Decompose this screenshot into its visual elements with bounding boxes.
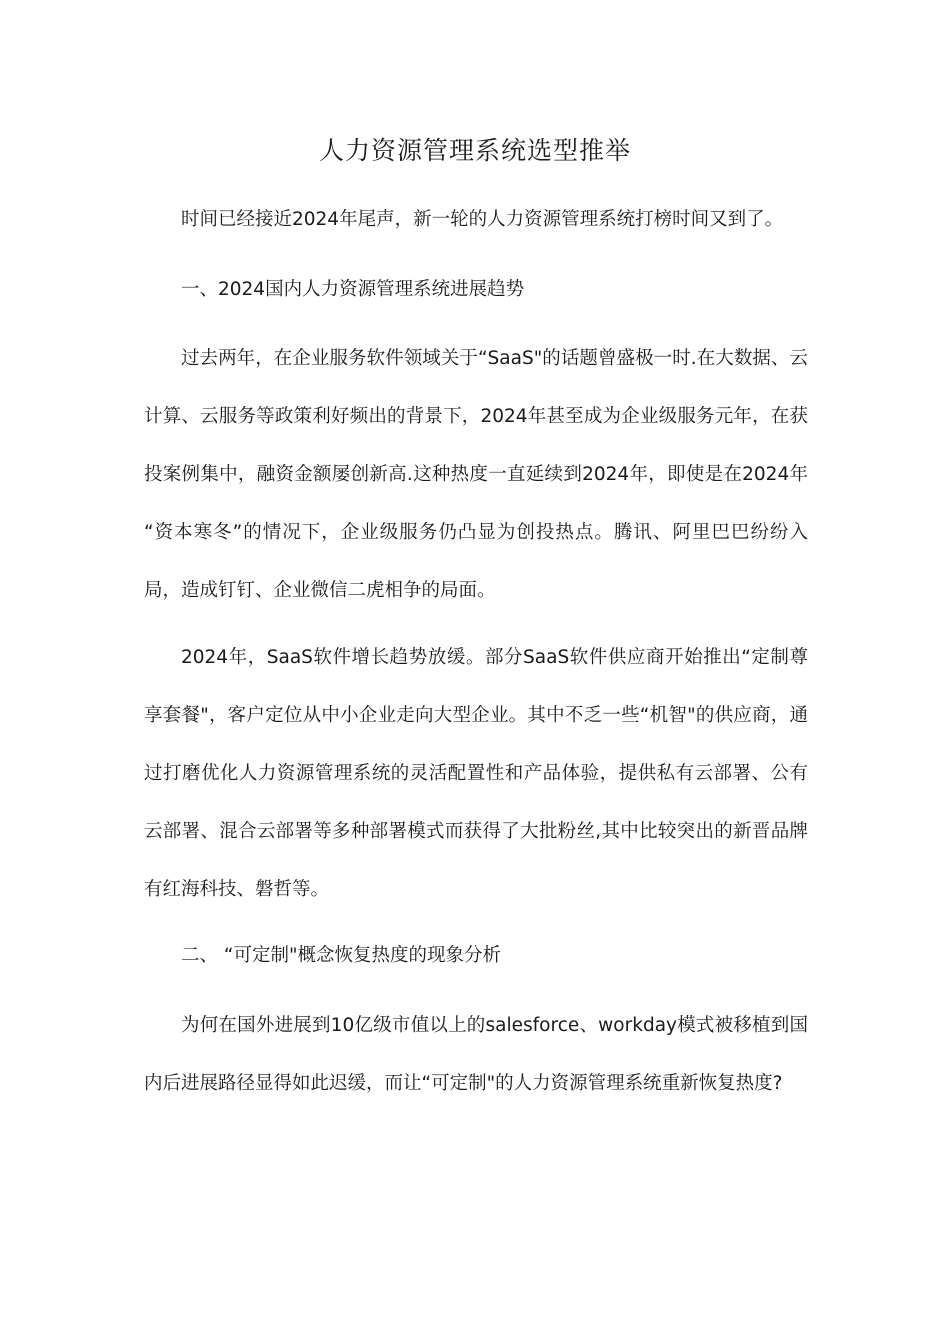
- section-1-paragraph-1: 过去两年，在企业服务软件领域关于“SaaS"的话题曾盛极一时.在大数据、云计算、云服务等政策利好频出的背景下，2024年甚至成为企业级服务元年，在获投案例集中，融资金额屡创新高.这种热度一直延续到2024年，即使是在2024年 “资本寒冬”的情况下，企业级服务仍凸显为创投热点。腾讯、阿里巴巴纷纷入局，造成钉钉、企业微信二虎相争的局面。: [144, 348, 808, 601]
- section-1-heading: 一、2024国内人力资源管理系统进展趋势: [181, 279, 525, 300]
- section-1-paragraph-2: 2024年，SaaS软件增长趋势放缓。部分SaaS软件供应商开始推出“定制尊享套餐"，客户定位从中小企业走向大型企业。其中不乏一些“机智"的供应商，通过打磨优化人力资源管理系统的灵活配置性和产品体验，提供私有云部署、公有云部署、混合云部署等多种部署模式而获得了大批粉丝,其中比较突出的新晋品牌有红海科技、磐哲等。: [144, 647, 808, 900]
- document-title: 人力资源管理系统选型推举: [318, 136, 631, 165]
- intro-paragraph: 时间已经接近2024年尾声，新一轮的人力资源管理系统打榜时间又到了。: [181, 209, 784, 230]
- section-2-heading: 二、 “可定制"概念恢复热度的现象分析: [181, 945, 501, 966]
- section-2-paragraph-1: 为何在国外进展到10亿级市值以上的salesforce、workday模式被移植到国内后进展路径显得如此迟缓，而让“可定制"的人力资源管理系统重新恢复热度?: [144, 1015, 808, 1094]
